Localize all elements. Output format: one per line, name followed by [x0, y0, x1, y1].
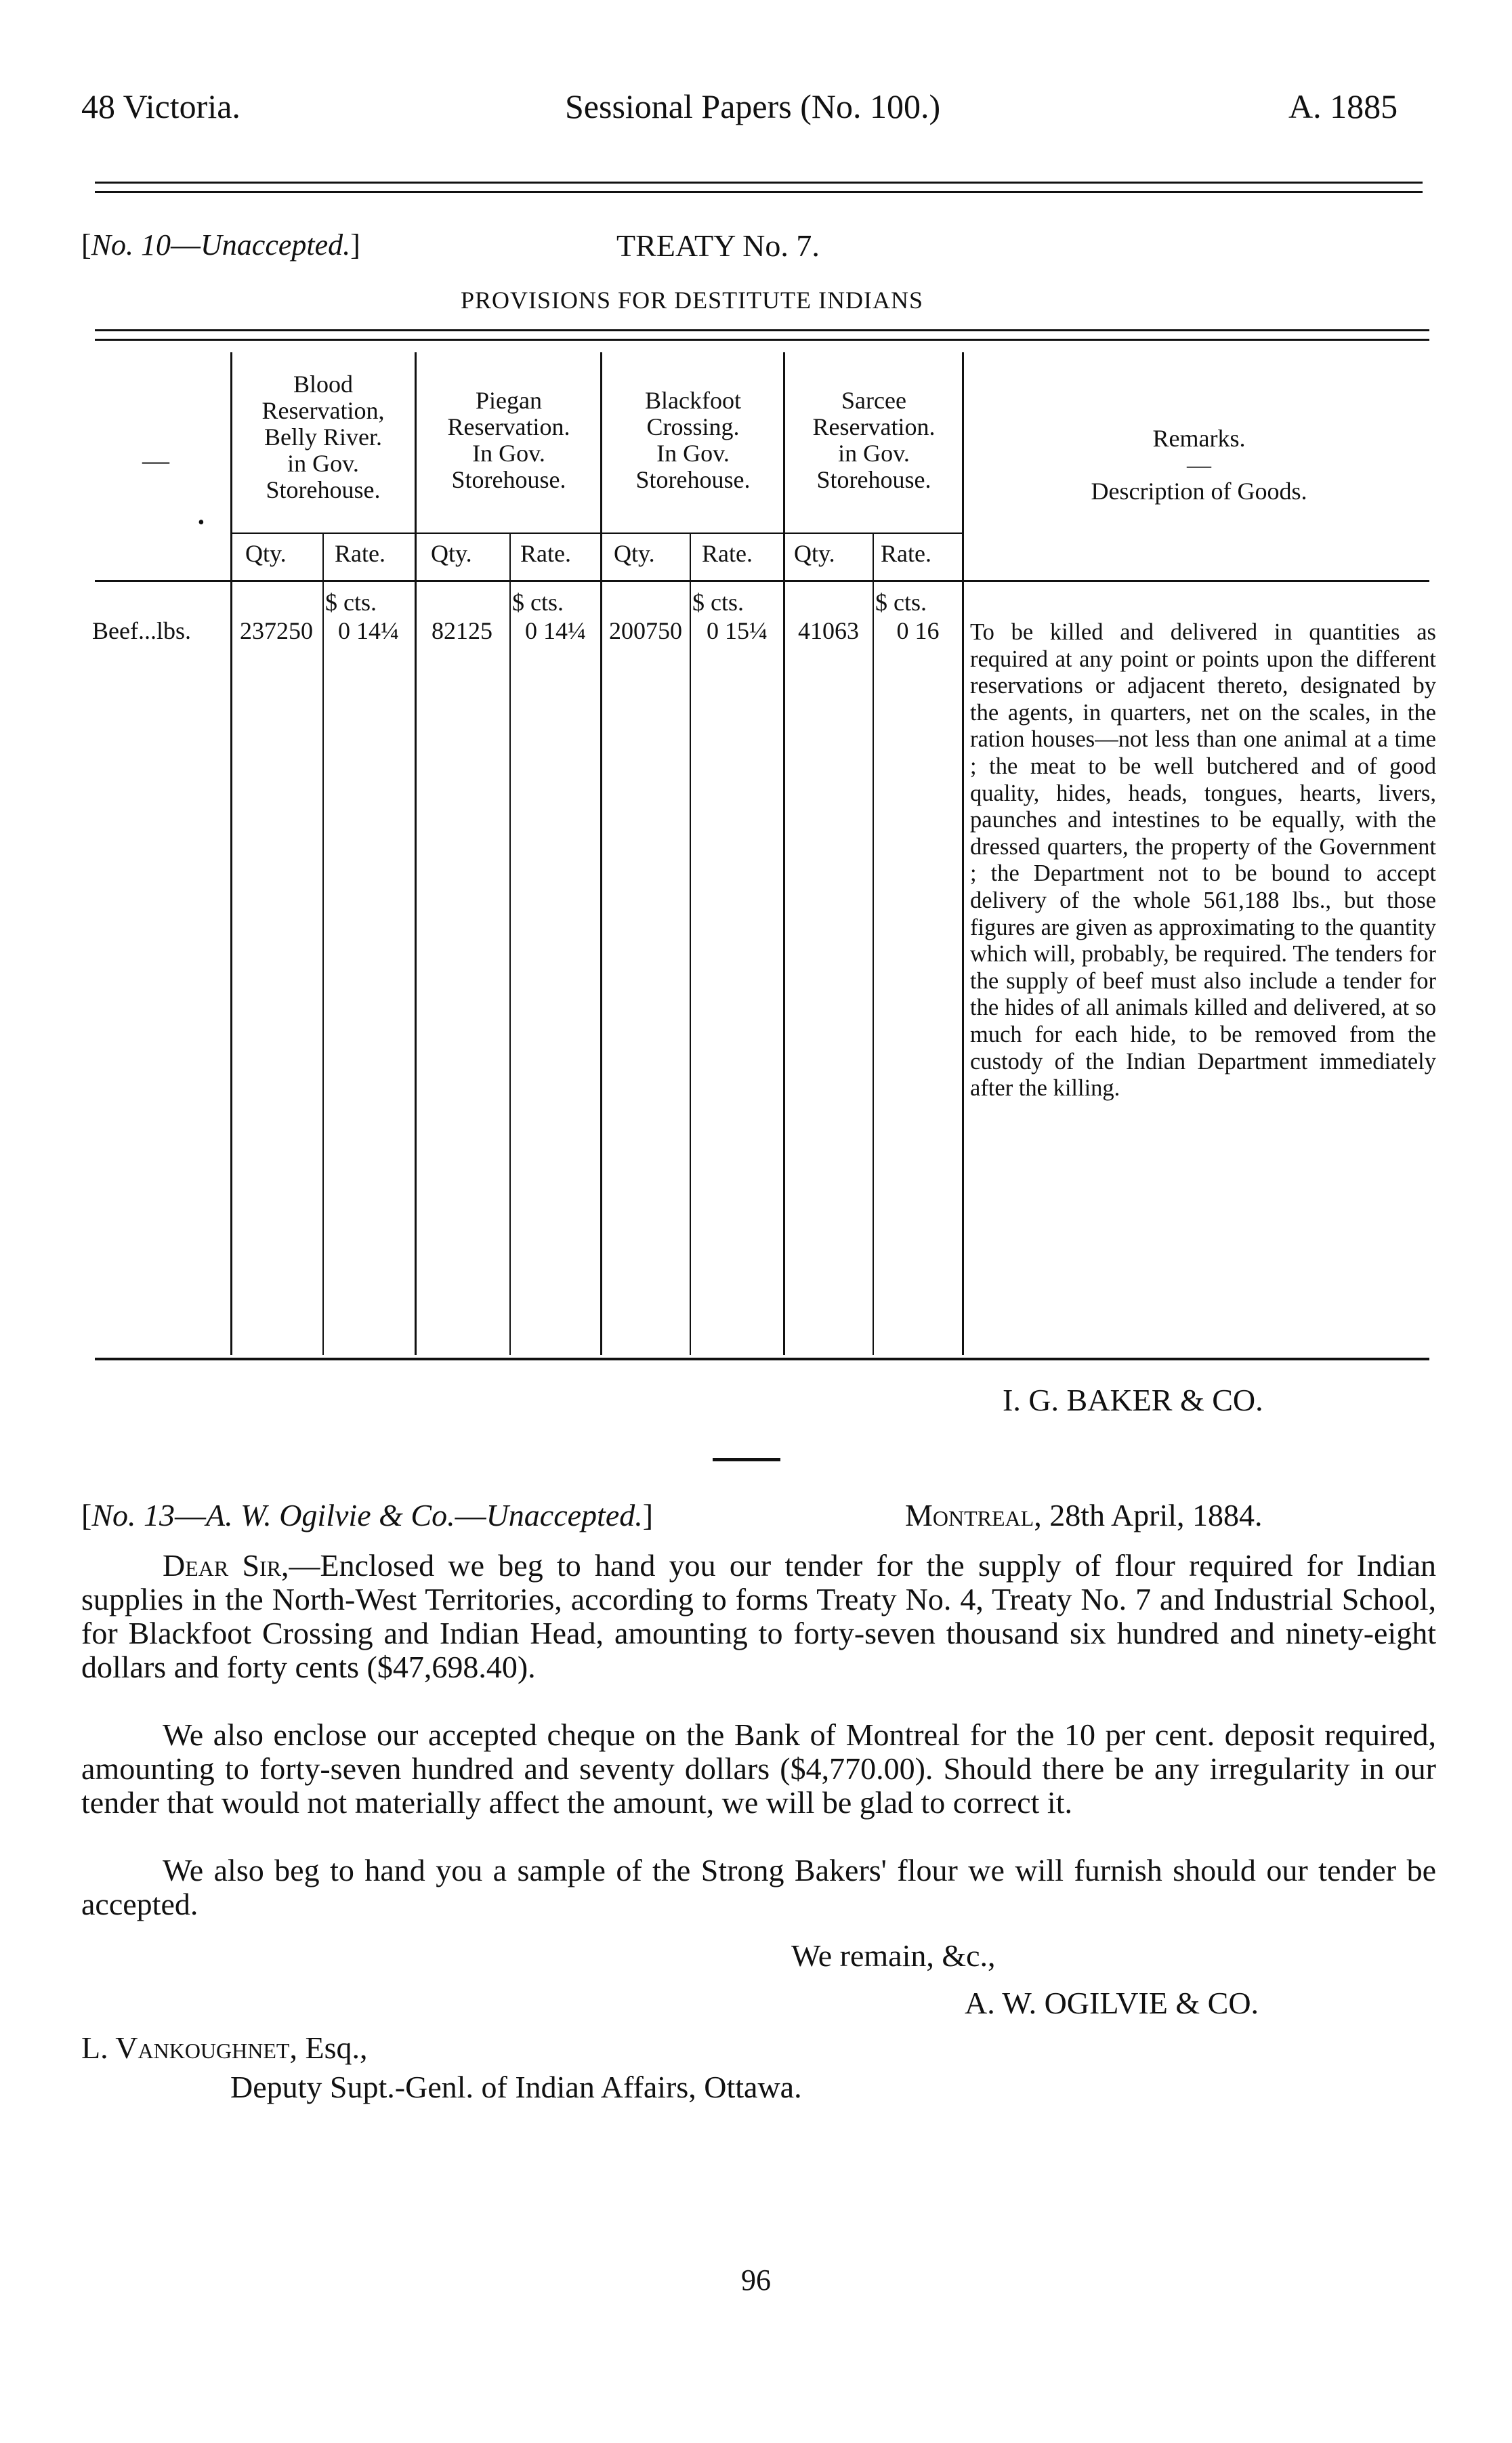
qty-value: 237250	[240, 617, 313, 644]
addressee-suffix: Esq.,	[297, 2030, 368, 2065]
page-number: 96	[741, 2263, 771, 2297]
qty-value: 82125	[432, 617, 492, 644]
row-item-beef: Beef...lbs.	[92, 617, 191, 644]
letter-paragraph-2: We also enclose our accepted cheque on the Bank of Montreal for the 10 per cent. deposit required, amounting to forty-seven hundred and seventy dollars ($4,770.00). Should there be any irregularity in our tender that would not materially affect the amount, we will be glad to correct it.	[81, 1717, 1436, 1820]
currency-label: $ cts.	[512, 589, 564, 616]
section-separator	[713, 1458, 780, 1461]
table-vline	[322, 534, 324, 1355]
table-top-rule-2	[95, 339, 1429, 341]
currency-label: $ cts.	[325, 589, 377, 616]
section-one-signature: I. G. BAKER & CO.	[1003, 1383, 1263, 1417]
remarks-heading: Remarks. — Description of Goods.	[969, 425, 1429, 505]
rate-value: 0 15¼	[707, 617, 768, 644]
letter-date: 28th April, 1884.	[1049, 1498, 1263, 1532]
letter-salutation: Dear Sir,	[163, 1548, 289, 1583]
table-vline	[873, 534, 874, 1355]
addressee-name: L. Vankoughnet,	[81, 2030, 297, 2065]
remarks-heading-dash: —	[1187, 451, 1211, 478]
running-header-center: Sessional Papers (No. 100.)	[565, 87, 941, 125]
currency-label: $ cts.	[692, 589, 744, 616]
section-subtitle: PROVISIONS FOR DESTITUTE INDIANS	[461, 287, 924, 314]
remarks-description: To be killed and delivered in quantities as required at any point or points upon the different reservations or adjacent thereto, designated by the agents, in quarters, net on the scales, in the ration houses—not less than one animal at a time ; the meat to be well butchered and of good quality, hides, heads, tongues, hearts, livers, paunches and intestines to be equally, with the dressed quarters, the property of the Government ; the Department not to be bound to accept delivery of the whole 561,188 lbs., but those figures are given as approximating to the quantity which will, probably, be required. The tenders for the supply of beef must also include a tender for the hides of all animals killed and delivered, at so much for each hide, to be removed from the custody of the Indian Department immediately after the killing.	[970, 619, 1436, 1102]
column-heading-blackfoot: Blackfoot Crossing. In Gov. Storehouse.	[635, 387, 751, 493]
qty-label: Qty.	[431, 540, 472, 567]
rate-value: 0 14¼	[525, 617, 586, 644]
table-vline	[230, 352, 232, 1355]
header-rule-bottom	[95, 191, 1423, 193]
section-two-tag-status: Unaccepted.	[486, 1498, 643, 1532]
column-heading-piegan: Piegan Reservation. In Gov. Storehouse.	[447, 387, 570, 493]
addressee-title: Deputy Supt.-Genl. of Indian Affairs, Ottawa.	[230, 2070, 802, 2104]
qty-label: Qty.	[794, 540, 835, 567]
rate-label: Rate.	[335, 540, 385, 567]
qty-label: Qty.	[245, 540, 287, 567]
treaty-title: TREATY No. 7.	[616, 228, 820, 263]
letter-paragraph-3: We also beg to hand you a sample of the Strong Bakers' flour we will furnish should our tender be accepted.	[81, 1853, 1436, 1921]
table-vline	[962, 352, 964, 1355]
table-vline	[783, 352, 785, 1355]
table-vline	[690, 534, 691, 1355]
rate-label: Rate.	[702, 540, 753, 567]
header-rule-top	[95, 182, 1423, 184]
currency-label: $ cts.	[875, 589, 927, 616]
section-two-tag-name: A. W. Ogilvie & Co.	[206, 1498, 455, 1532]
rate-value: 0 16	[896, 617, 940, 644]
letter-dateline	[905, 1497, 1263, 1533]
table-vline	[600, 352, 602, 1355]
qty-value: 200750	[609, 617, 682, 644]
table-vline	[415, 352, 417, 1355]
table-dot-mark: •	[198, 512, 205, 533]
qty-value: 41063	[798, 617, 859, 644]
letter-signature: A. W. OGILVIE & CO.	[965, 1986, 1259, 2020]
section-one-tag-status: Unaccepted.	[201, 228, 351, 262]
letter-place: Montreal,	[905, 1498, 1042, 1532]
letter-paragraph-1: Dear Sir,—Enclosed we beg to hand you our tender for the supply of flour required for Indian supplies in the North-West Territories, according to forms Treaty No. 4, Treaty No. 7 and Industrial School, for Blackfoot Crossing and Indian Head, amounting to forty-seven thousand six hundred and ninety-eight dollars and forty cents ($47,698.40).	[81, 1548, 1436, 1684]
table-hrule-sub	[95, 580, 1429, 582]
rate-label: Rate.	[520, 540, 571, 567]
running-header-left: 48 Victoria.	[81, 87, 240, 125]
running-header-right: A. 1885	[1288, 87, 1398, 125]
letter-closing: We remain, &c.,	[791, 1938, 996, 1973]
section-one-tag: [No. 10—Unaccepted.]	[81, 228, 360, 262]
table-dash-header: —	[142, 445, 169, 476]
remarks-subheading: Description of Goods.	[1091, 478, 1307, 505]
column-heading-blood: Blood Reservation, Belly River. in Gov. Storehouse.	[261, 371, 385, 503]
table-vline	[509, 534, 511, 1355]
section-one-tag-no: No. 10	[91, 228, 171, 262]
rate-label: Rate.	[881, 540, 931, 567]
table-hrule-heading	[230, 533, 963, 534]
section-two-tag-no: No. 13	[91, 1498, 175, 1532]
column-heading-sarcee: Sarcee Reservation. in Gov. Storehouse.	[812, 387, 936, 493]
section-two-tag: [No. 13—A. W. Ogilvie & Co.—Unaccepted.]	[81, 1498, 654, 1532]
addressee-line	[81, 2030, 367, 2066]
rate-value: 0 14¼	[338, 617, 399, 644]
qty-label: Qty.	[614, 540, 655, 567]
table-top-rule	[95, 329, 1429, 331]
table-bottom-rule	[95, 1358, 1429, 1360]
